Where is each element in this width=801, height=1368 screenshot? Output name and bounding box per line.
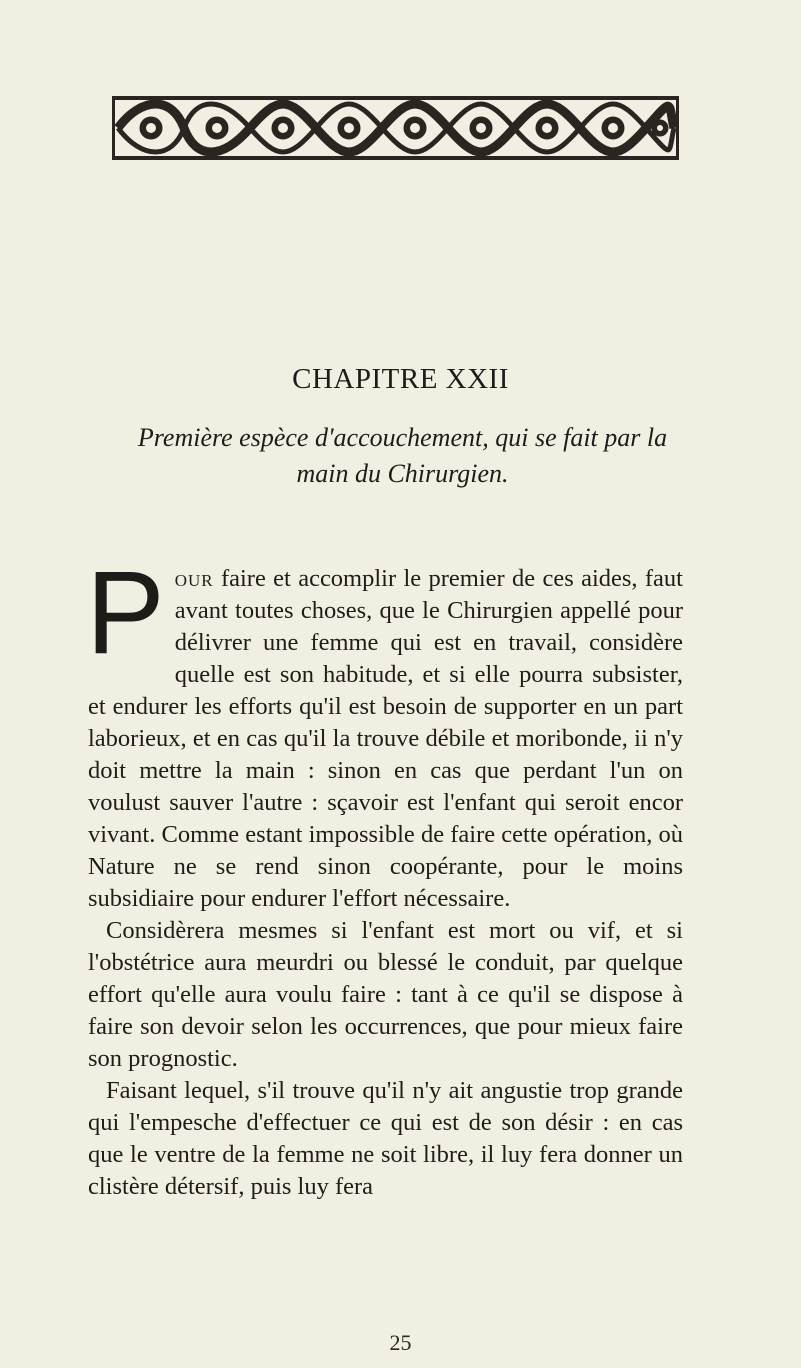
chapter-title: CHAPITRE XXII xyxy=(292,363,509,395)
decorative-header-band xyxy=(112,92,679,164)
body-text xyxy=(86,547,683,1203)
page-number: 25 xyxy=(389,1330,412,1355)
first-word-small-caps: our xyxy=(174,565,214,592)
paragraph-1 xyxy=(86,547,683,915)
paragraph-1-text: faire et accomplir le premier de ces aides, faut avant toutes choses, que le Chirurgien appellé pour délivrer une femme qui est en travail, considère quelle est son habitude, et si elle pourra subsister, et endurer les efforts qu'il est besoin de supporter en un part laborieux, et en cas qu'il la trouve débile et moribonde, ii n'y doit mettre la main : sinon en cas que perdant l'un on voulust sauver l'autre : sçavoir est l'enfant qui seroit encor vivant. Comme estant impossible de faire cette opération, où Nature ne se rend sinon coopérante, pour le moins subsidiaire pour endurer l'effort nécessaire. xyxy=(88,565,683,912)
chapter-subtitle: Première espèce d'accouchement, qui se fait par la main du Chirurgien. xyxy=(137,423,668,488)
paragraph-2: Considèrera mesmes si l'enfant est mort ou vif, et si l'obstétrice aura meurdri ou blessé le conduit, par quelque effort qu'elle aura voulu faire : tant à ce qu'il se dispose à faire son devoir selon les occurrences, que pour mieux faire son prognostic. xyxy=(88,917,683,1072)
drop-cap: P xyxy=(86,547,165,679)
paragraph-3: Faisant lequel, s'il trouve qu'il n'y ait angustie trop grande qui l'empesche d'effectuer ce qui est de son désir : en cas que le ventre de la femme ne soit libre, il luy fera donner un clistère détersif, puis luy fera xyxy=(88,1077,683,1200)
